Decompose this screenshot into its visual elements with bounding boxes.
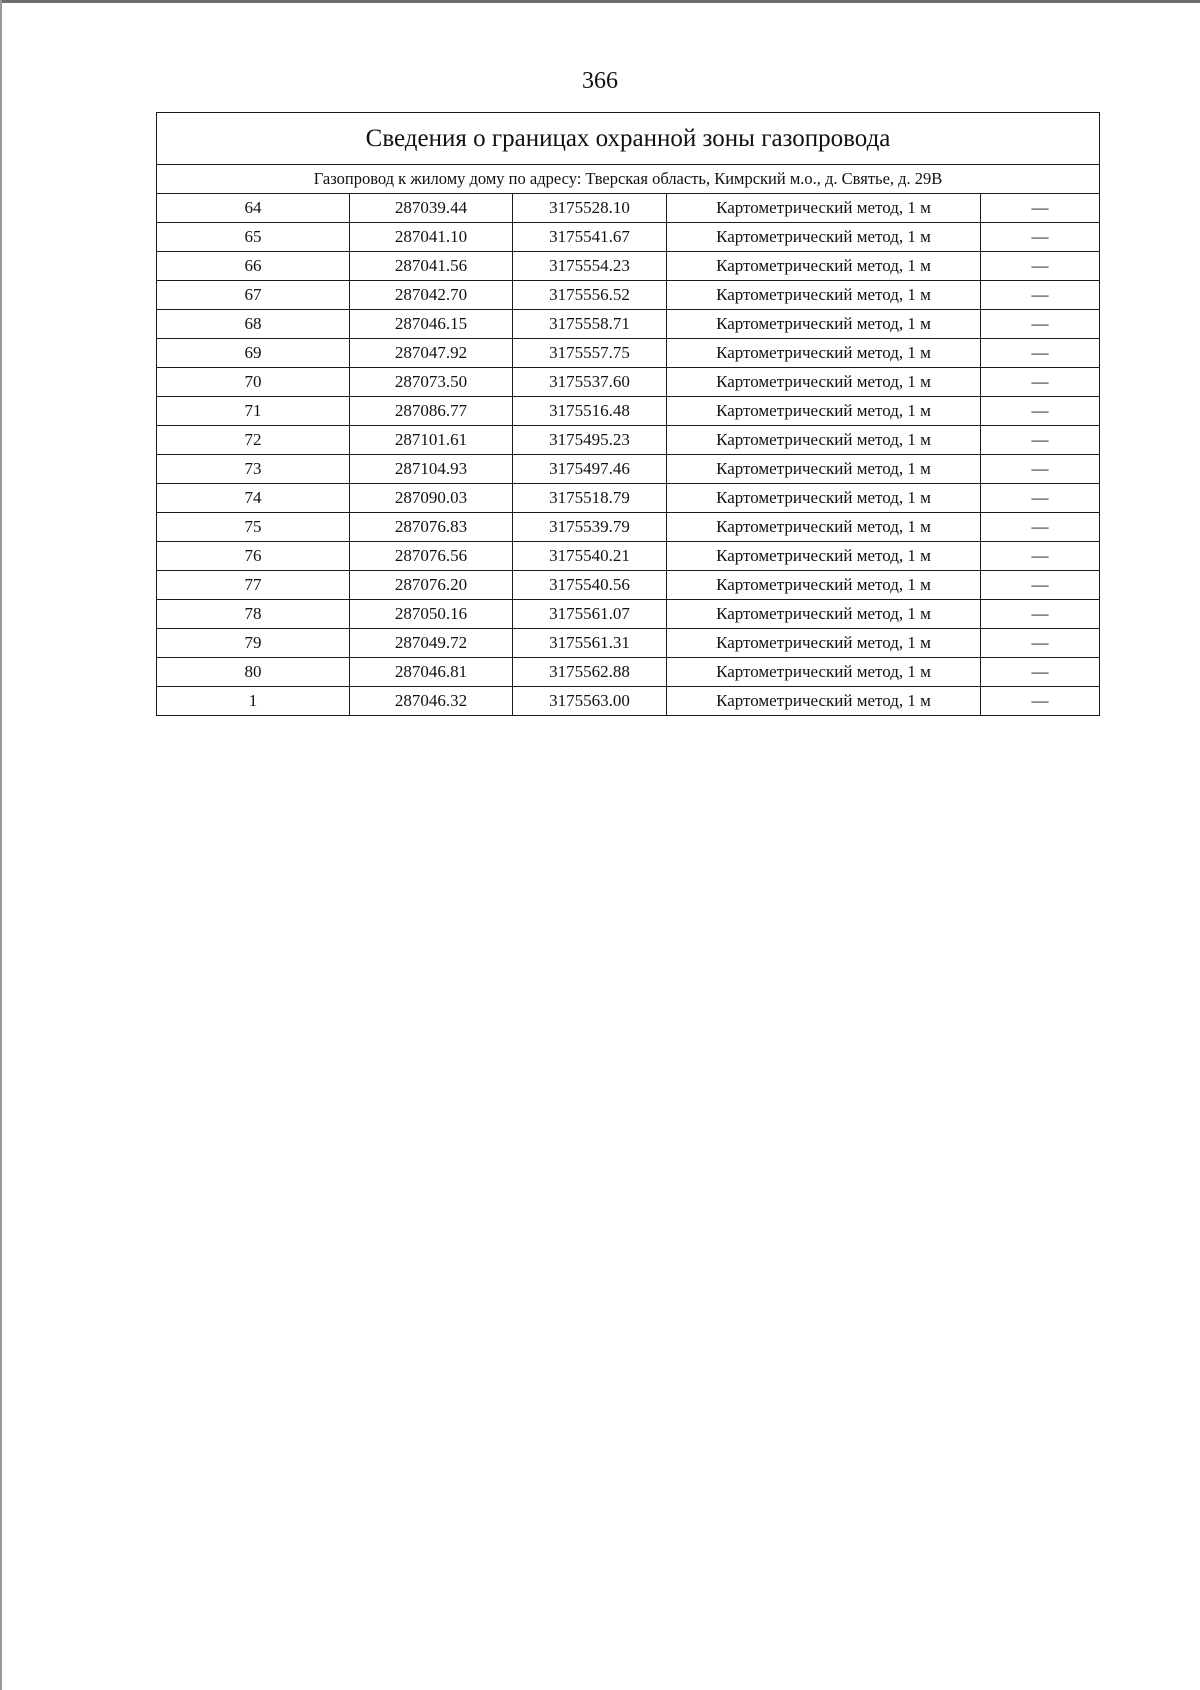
x-coordinate-cell: 287047.92	[350, 339, 513, 368]
y-coordinate-cell: 3175561.31	[513, 629, 667, 658]
point-cell: 69	[157, 339, 350, 368]
x-coordinate-cell: 287101.61	[350, 426, 513, 455]
y-coordinate-cell: 3175539.79	[513, 513, 667, 542]
y-coordinate-cell: 3175558.71	[513, 310, 667, 339]
method-cell: Картометрический метод, 1 м	[667, 629, 981, 658]
method-cell: Картометрический метод, 1 м	[667, 252, 981, 281]
note-cell: —	[981, 658, 1100, 687]
y-coordinate-cell: 3175561.07	[513, 600, 667, 629]
y-coordinate-cell: 3175557.75	[513, 339, 667, 368]
note-cell: —	[981, 310, 1100, 339]
note-cell: —	[981, 484, 1100, 513]
table-row	[157, 368, 1100, 397]
y-coordinate-cell: 3175528.10	[513, 194, 667, 223]
x-coordinate-cell: 287041.56	[350, 252, 513, 281]
table-row	[157, 339, 1100, 368]
table-subtitle-row	[157, 165, 1100, 194]
table-row	[157, 281, 1100, 310]
scan-border-top	[0, 0, 1200, 3]
y-coordinate-cell: 3175562.88	[513, 658, 667, 687]
x-coordinate-cell: 287050.16	[350, 600, 513, 629]
x-coordinate-cell: 287076.83	[350, 513, 513, 542]
note-cell: —	[981, 600, 1100, 629]
table-row	[157, 658, 1100, 687]
method-cell: Картометрический метод, 1 м	[667, 281, 981, 310]
method-cell: Картометрический метод, 1 м	[667, 339, 981, 368]
y-coordinate-cell: 3175518.79	[513, 484, 667, 513]
point-cell: 73	[157, 455, 350, 484]
point-cell: 64	[157, 194, 350, 223]
table-row	[157, 397, 1100, 426]
x-coordinate-cell: 287086.77	[350, 397, 513, 426]
note-cell: —	[981, 687, 1100, 716]
boundary-table-body	[157, 113, 1100, 716]
method-cell: Картометрический метод, 1 м	[667, 571, 981, 600]
point-cell: 76	[157, 542, 350, 571]
point-cell: 74	[157, 484, 350, 513]
y-coordinate-cell: 3175554.23	[513, 252, 667, 281]
point-cell: 67	[157, 281, 350, 310]
note-cell: —	[981, 426, 1100, 455]
boundary-table	[156, 112, 1100, 716]
method-cell: Картометрический метод, 1 м	[667, 542, 981, 571]
point-cell: 70	[157, 368, 350, 397]
note-cell: —	[981, 513, 1100, 542]
y-coordinate-cell: 3175495.23	[513, 426, 667, 455]
note-cell: —	[981, 542, 1100, 571]
point-cell: 71	[157, 397, 350, 426]
note-cell: —	[981, 368, 1100, 397]
table-row	[157, 571, 1100, 600]
y-coordinate-cell: 3175540.56	[513, 571, 667, 600]
x-coordinate-cell: 287090.03	[350, 484, 513, 513]
method-cell: Картометрический метод, 1 м	[667, 397, 981, 426]
y-coordinate-cell: 3175563.00	[513, 687, 667, 716]
table-title: Сведения о границах охранной зоны газопровода	[157, 113, 1100, 165]
x-coordinate-cell: 287104.93	[350, 455, 513, 484]
note-cell: —	[981, 281, 1100, 310]
table-row	[157, 629, 1100, 658]
method-cell: Картометрический метод, 1 м	[667, 426, 981, 455]
point-cell: 75	[157, 513, 350, 542]
note-cell: —	[981, 397, 1100, 426]
x-coordinate-cell: 287041.10	[350, 223, 513, 252]
y-coordinate-cell: 3175497.46	[513, 455, 667, 484]
x-coordinate-cell: 287076.20	[350, 571, 513, 600]
y-coordinate-cell: 3175556.52	[513, 281, 667, 310]
point-cell: 77	[157, 571, 350, 600]
method-cell: Картометрический метод, 1 м	[667, 368, 981, 397]
table-row	[157, 194, 1100, 223]
x-coordinate-cell: 287046.32	[350, 687, 513, 716]
note-cell: —	[981, 194, 1100, 223]
table-row	[157, 484, 1100, 513]
method-cell: Картометрический метод, 1 м	[667, 687, 981, 716]
table-row	[157, 542, 1100, 571]
y-coordinate-cell: 3175541.67	[513, 223, 667, 252]
point-cell: 68	[157, 310, 350, 339]
y-coordinate-cell: 3175540.21	[513, 542, 667, 571]
point-cell: 80	[157, 658, 350, 687]
point-cell: 78	[157, 600, 350, 629]
table-row	[157, 223, 1100, 252]
note-cell: —	[981, 629, 1100, 658]
point-cell: 79	[157, 629, 350, 658]
table-row	[157, 455, 1100, 484]
table-row	[157, 252, 1100, 281]
method-cell: Картометрический метод, 1 м	[667, 600, 981, 629]
point-cell: 65	[157, 223, 350, 252]
table-row	[157, 426, 1100, 455]
method-cell: Картометрический метод, 1 м	[667, 223, 981, 252]
method-cell: Картометрический метод, 1 м	[667, 310, 981, 339]
method-cell: Картометрический метод, 1 м	[667, 455, 981, 484]
table-row	[157, 513, 1100, 542]
page-number: 366	[582, 68, 618, 94]
x-coordinate-cell: 287076.56	[350, 542, 513, 571]
x-coordinate-cell: 287049.72	[350, 629, 513, 658]
note-cell: —	[981, 252, 1100, 281]
table-row	[157, 687, 1100, 716]
note-cell: —	[981, 571, 1100, 600]
method-cell: Картометрический метод, 1 м	[667, 484, 981, 513]
point-cell: 66	[157, 252, 350, 281]
note-cell: —	[981, 455, 1100, 484]
x-coordinate-cell: 287046.81	[350, 658, 513, 687]
x-coordinate-cell: 287039.44	[350, 194, 513, 223]
x-coordinate-cell: 287042.70	[350, 281, 513, 310]
scan-border-left	[0, 0, 2, 1690]
table-row	[157, 310, 1100, 339]
x-coordinate-cell: 287073.50	[350, 368, 513, 397]
method-cell: Картометрический метод, 1 м	[667, 194, 981, 223]
y-coordinate-cell: 3175516.48	[513, 397, 667, 426]
x-coordinate-cell: 287046.15	[350, 310, 513, 339]
note-cell: —	[981, 223, 1100, 252]
point-cell: 1	[157, 687, 350, 716]
table-subtitle: Газопровод к жилому дому по адресу: Тверская область, Кимрский м.о., д. Святье, д. 29В	[157, 165, 1100, 194]
point-cell: 72	[157, 426, 350, 455]
note-cell: —	[981, 339, 1100, 368]
method-cell: Картометрический метод, 1 м	[667, 658, 981, 687]
y-coordinate-cell: 3175537.60	[513, 368, 667, 397]
table-row	[157, 600, 1100, 629]
table-title-row	[157, 113, 1100, 165]
method-cell: Картометрический метод, 1 м	[667, 513, 981, 542]
